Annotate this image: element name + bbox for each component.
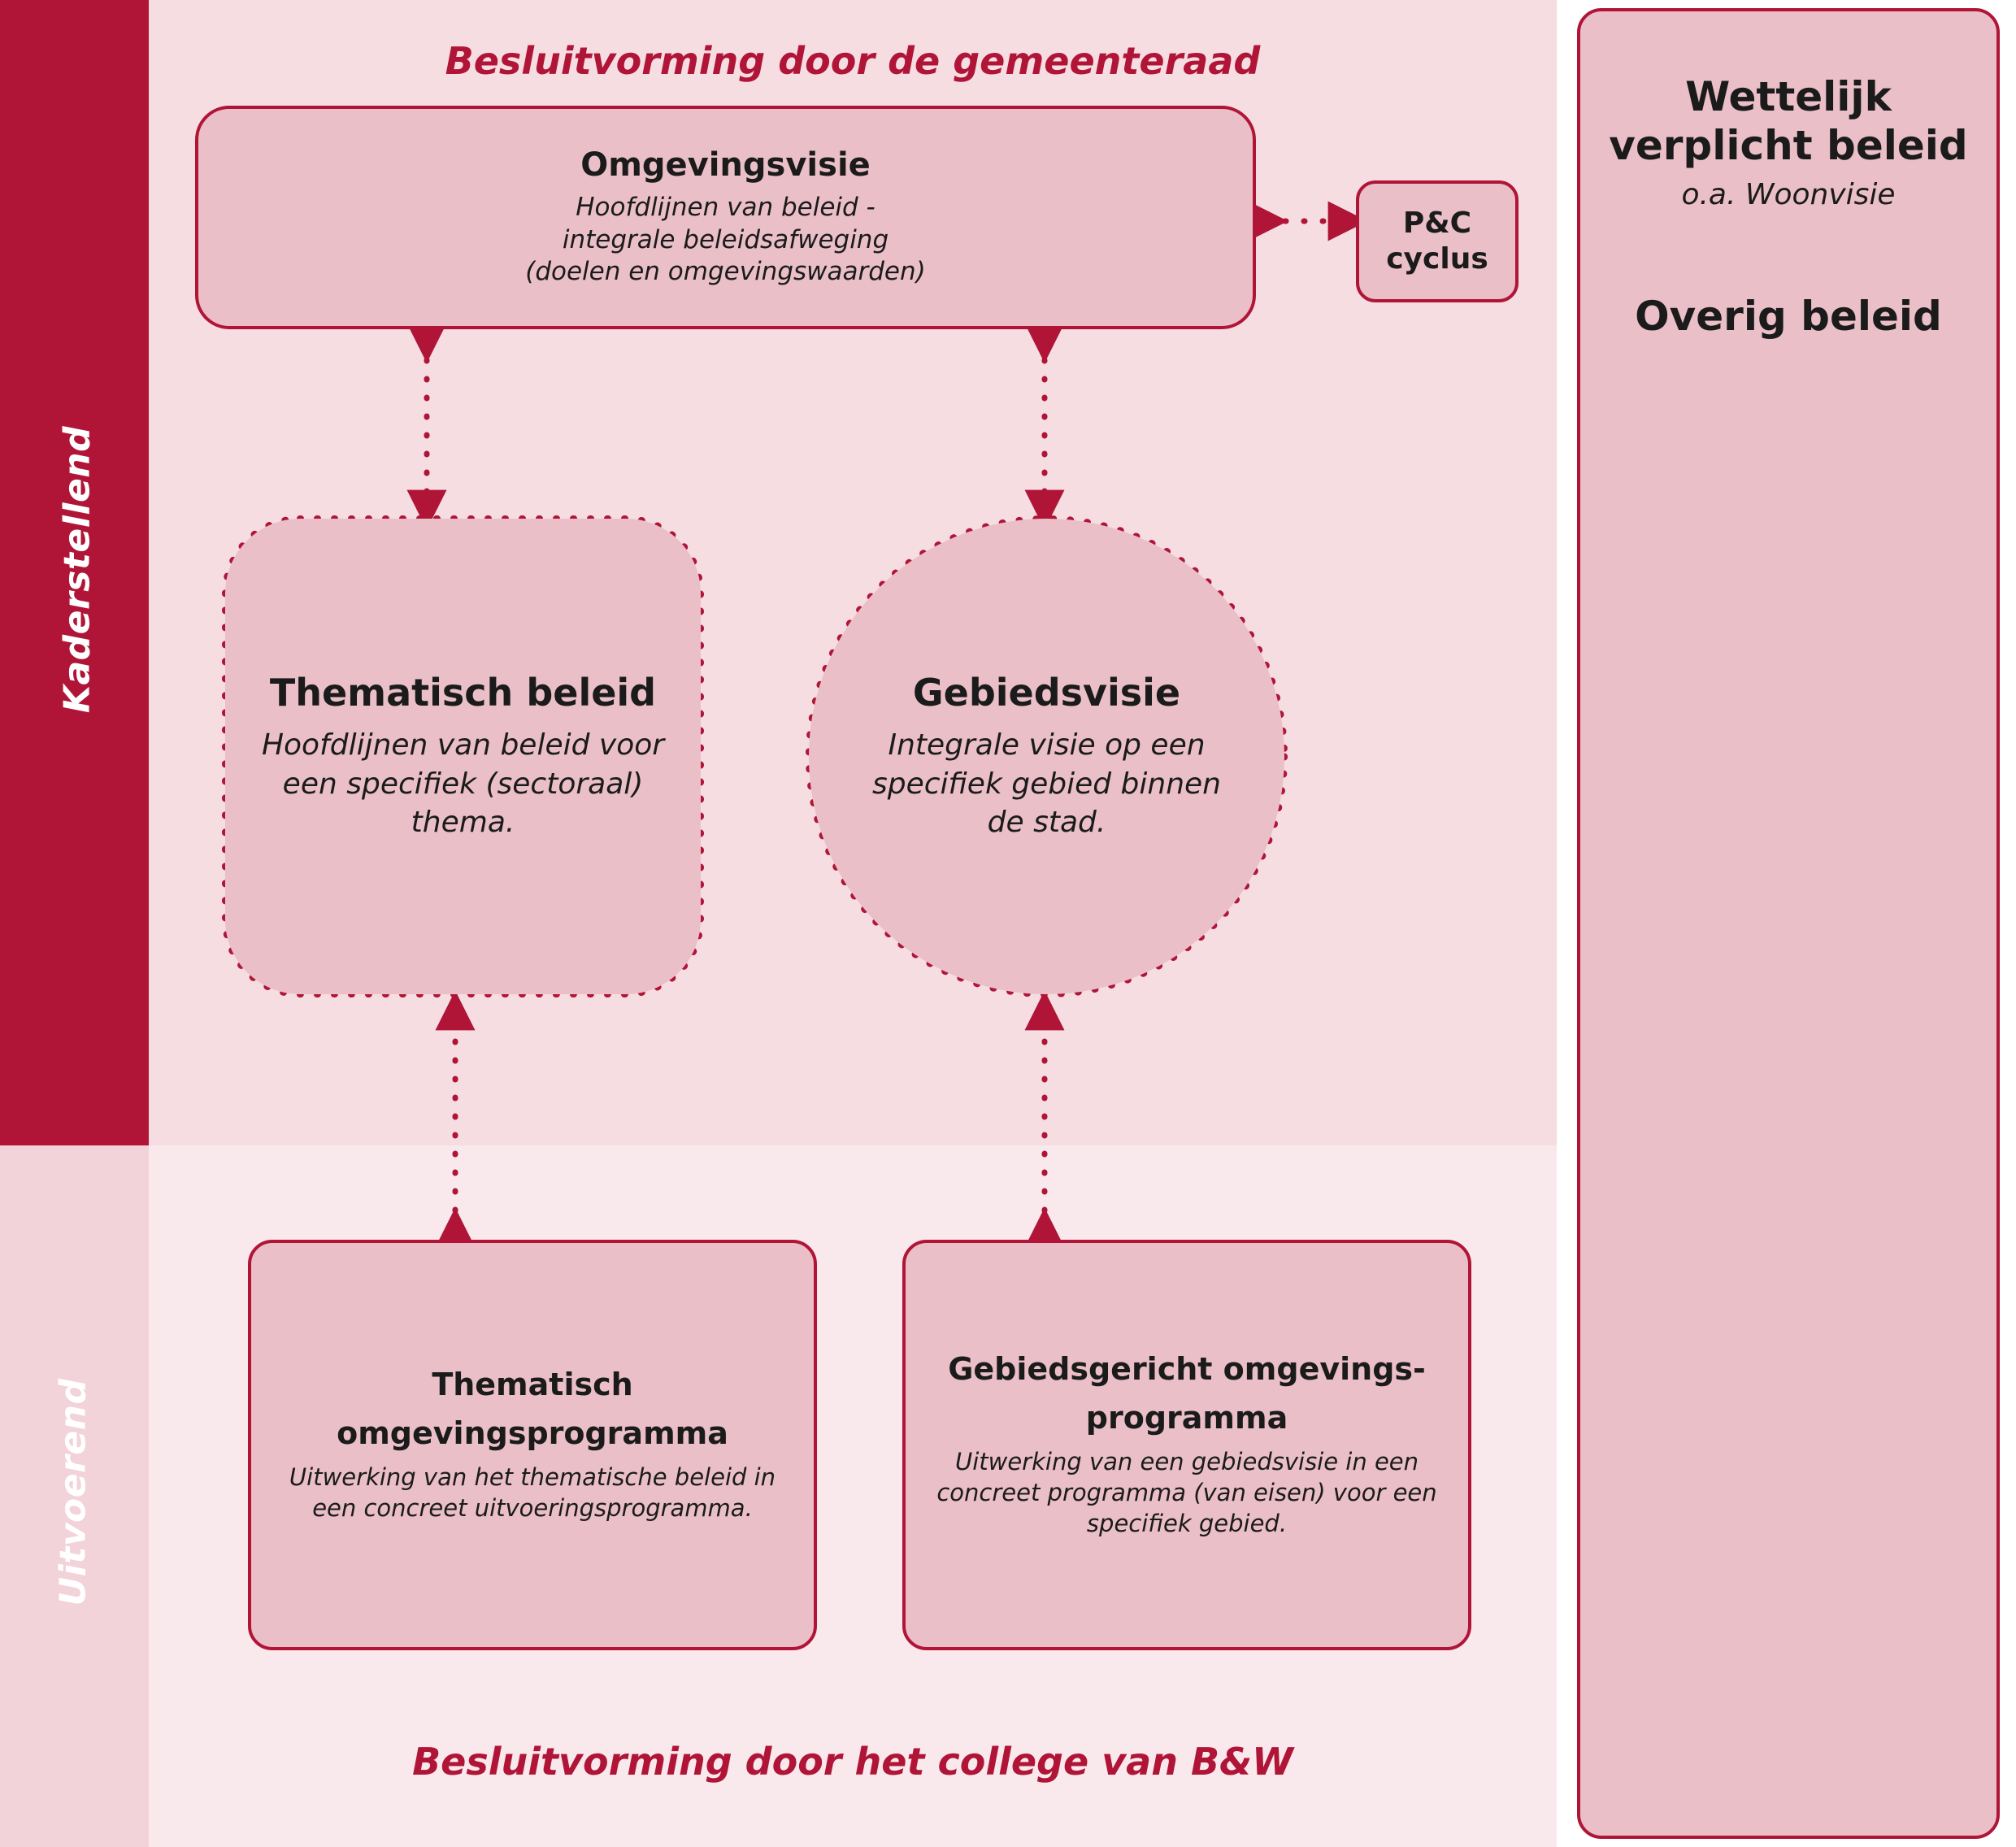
node-thematisch-omgevingsprogramma-title1: Thematisch xyxy=(432,1367,633,1403)
node-gebiedsgericht-omgevingsprogramma[interactable] xyxy=(902,1240,1471,1650)
node-omgevingsvisie-sub3: (doelen en omgevingswaarden) xyxy=(525,257,926,287)
node-gebiedsgericht-omgevingsprogramma-title1: Gebiedsgericht omgevings- xyxy=(948,1351,1426,1388)
node-pc-cyclus[interactable] xyxy=(1356,180,1519,302)
node-omgevingsvisie-title: Omgevingsvisie xyxy=(580,146,871,184)
node-gebiedsvisie-sub: Integrale visie op een specifiek gebied binnen de stad. xyxy=(872,728,1221,840)
node-thematisch-beleid[interactable] xyxy=(225,519,701,994)
node-thematisch-beleid-title: Thematisch beleid xyxy=(269,671,657,715)
label-uitvoerend: Uitvoerend xyxy=(52,1378,94,1606)
node-pc-cyclus-line1: P&C xyxy=(1402,206,1472,241)
panel-title-line1: Wettelijk xyxy=(1685,73,1892,120)
panel-overig-beleid[interactable] xyxy=(1577,8,2000,1839)
node-omgevingsvisie-sub2: integrale beleidsafweging xyxy=(562,224,889,254)
node-thematisch-beleid-sub: Hoofdlijnen van beleid voor een specifiek (sectoraal) thema. xyxy=(261,728,665,840)
node-pc-cyclus-line2: cyclus xyxy=(1386,242,1488,276)
header-gemeenteraad: Besluitvorming door de gemeenteraad xyxy=(445,39,1261,83)
node-gebiedsvisie-title: Gebiedsvisie xyxy=(912,671,1181,715)
node-omgevingsvisie[interactable] xyxy=(195,106,1256,329)
label-kaderstellend: Kaderstellend xyxy=(56,425,98,714)
header-college-bw: Besluitvorming door het college van B&W xyxy=(412,1740,1293,1784)
node-gebiedsvisie[interactable] xyxy=(809,519,1284,994)
node-omgevingsvisie-sub1: Hoofdlijnen van beleid - xyxy=(576,192,875,222)
node-gebiedsgericht-omgevingsprogramma-sub: Uitwerking van een gebiedsvisie in een concreet programma (van eisen) voor een specifiek gebied. xyxy=(936,1448,1437,1537)
node-thematisch-omgevingsprogramma[interactable] xyxy=(248,1240,817,1650)
node-thematisch-omgevingsprogramma-sub: Uitwerking van het thematische beleid in een concreet uitvoeringsprogramma. xyxy=(289,1463,776,1522)
node-thematisch-omgevingsprogramma-title2: omgevingsprogramma xyxy=(337,1415,728,1451)
panel-title-overig: Overig beleid xyxy=(1635,293,1942,340)
node-gebiedsgericht-omgevingsprogramma-title2: programma xyxy=(1085,1399,1288,1436)
panel-subtitle: o.a. Woonvisie xyxy=(1681,178,1896,211)
panel-title-line2: verplicht beleid xyxy=(1609,122,1968,169)
